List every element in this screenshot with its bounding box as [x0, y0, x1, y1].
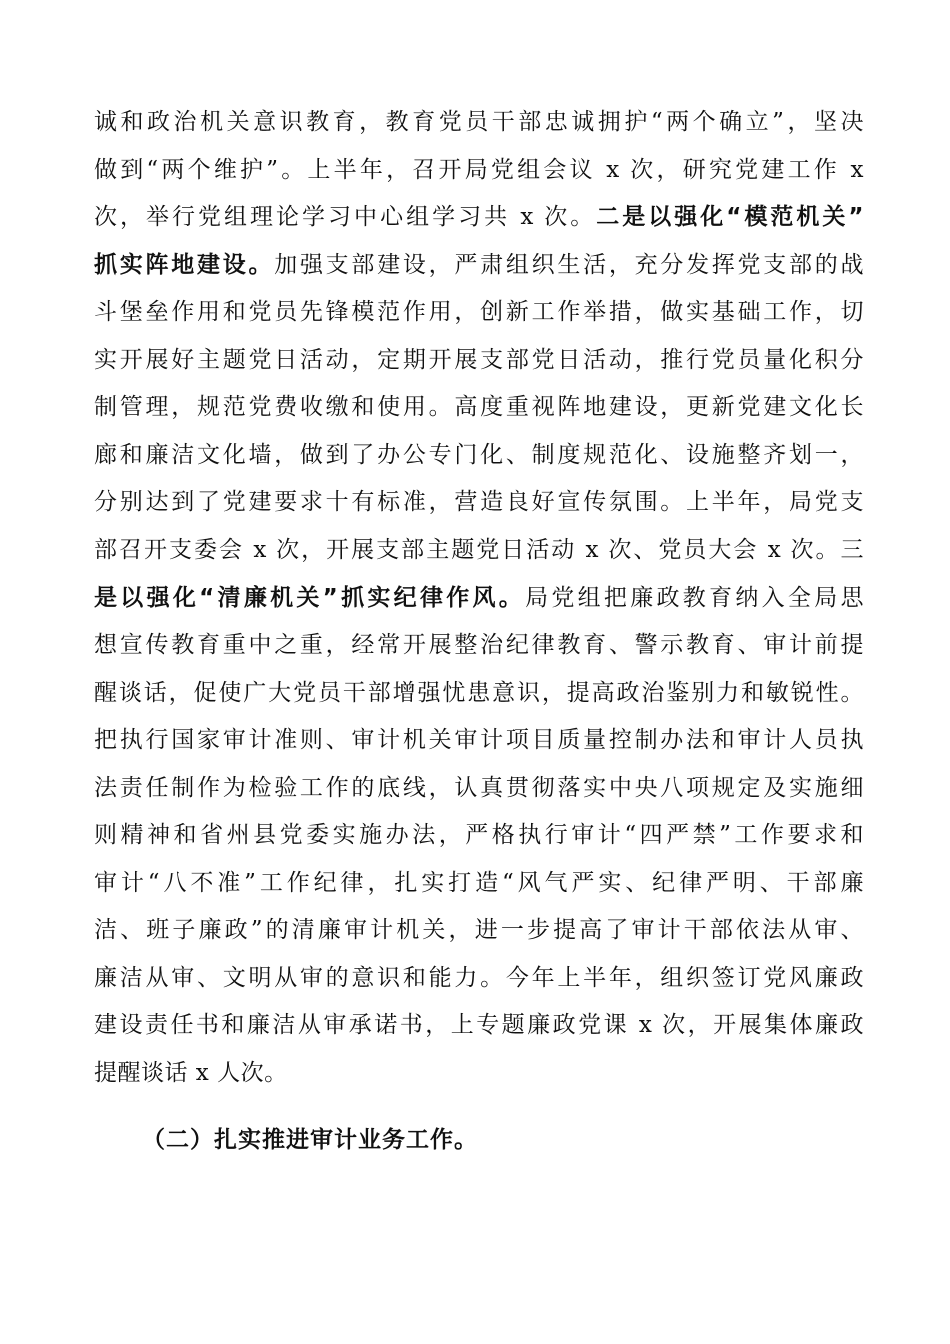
- text-segment: 提醒谈话 x 人次。: [94, 1060, 288, 1086]
- bold-text-segment: 抓实阵地建设。: [94, 252, 275, 278]
- text-line: [94, 197, 864, 237]
- text-line: [94, 863, 864, 903]
- text-segment: 部召开支委会 x 次，开展支部主题党日活动 x 次、党员大会 x 次。三: [94, 537, 864, 563]
- text-segment: 斗堡垒作用和党员先锋模范作用，创新工作举措，做实基础工作，切: [94, 299, 864, 325]
- bold-text-segment: 二是以强化“模范机关”: [596, 204, 865, 230]
- text-line: [94, 768, 864, 808]
- text-line: [94, 673, 864, 713]
- text-segment: 想宣传教育重中之重，经常开展整治纪律教育、警示教育、审计前提: [94, 632, 864, 658]
- text-segment: 分别达到了党建要求十有标准，营造良好宣传氛围。上半年，局党支: [94, 489, 864, 515]
- text-line: [94, 102, 864, 142]
- text-segment: 醒谈话，促使广大党员干部增强忧患意识，提高政治鉴别力和敏锐性。: [94, 680, 864, 706]
- text-segment: 洁、班子廉政”的清廉审计机关，进一步提高了审计干部依法从审、: [94, 917, 864, 943]
- text-line: [94, 815, 864, 855]
- text-segment: 廊和廉洁文化墙，做到了办公专门化、制度规范化、设施整齐划一，: [94, 442, 864, 468]
- text-segment: 建设责任书和廉洁从审承诺书，上专题廉政党课 x 次，开展集体廉政: [94, 1012, 864, 1038]
- text-segment: 诚和政治机关意识教育，教育党员干部忠诚拥护“两个确立”，坚决: [94, 109, 864, 135]
- text-segment: 实开展好主题党日活动，定期开展支部党日活动，推行党员量化积分: [94, 347, 864, 373]
- text-line: [94, 435, 864, 475]
- text-line: [94, 720, 864, 760]
- text-line: [94, 150, 864, 190]
- text-line: [94, 910, 864, 950]
- text-segment: 局党组把廉政教育纳入全局思: [525, 585, 864, 611]
- text-line: [94, 482, 864, 522]
- section-heading: （二）扎实推进审计业务工作。: [142, 1127, 478, 1153]
- text-line: [94, 292, 864, 332]
- text-line: [94, 340, 864, 380]
- text-segment: 审计“八不准”工作纪律，扎实打造“风气严实、纪律严明、干部廉: [94, 870, 864, 896]
- text-segment: 法责任制作为检验工作的底线，认真贯彻落实中央八项规定及实施细: [94, 775, 864, 801]
- text-line: [94, 958, 864, 998]
- bold-text-segment: 是以强化“清廉机关”抓实纪律作风。: [94, 585, 526, 611]
- text-line: [94, 1005, 864, 1045]
- text-segment: 则精神和省州县党委实施办法，严格执行审计“四严禁”工作要求和: [94, 822, 864, 848]
- text-line: [94, 387, 864, 427]
- text-segment: 制管理，规范党费收缴和使用。高度重视阵地建设，更新党建文化长: [94, 394, 864, 420]
- text-line: [94, 245, 864, 285]
- text-segment: 廉洁从审、文明从审的意识和能力。今年上半年，组织签订党风廉政: [94, 965, 864, 991]
- text-line: [94, 530, 864, 570]
- text-line: [94, 625, 864, 665]
- text-line: [94, 578, 864, 618]
- text-segment: 次，举行党组理论学习中心组学习共 x 次。: [94, 204, 597, 230]
- text-line: [94, 1053, 864, 1093]
- text-segment: 把执行国家审计准则、审计机关审计项目质量控制办法和审计人员执: [94, 727, 864, 753]
- text-segment: 做到“两个维护”。上半年，召开局党组会议 x 次，研究党建工作 x: [94, 157, 864, 183]
- text-segment: 加强支部建设，严肃组织生活，充分发挥党支部的战: [274, 252, 865, 278]
